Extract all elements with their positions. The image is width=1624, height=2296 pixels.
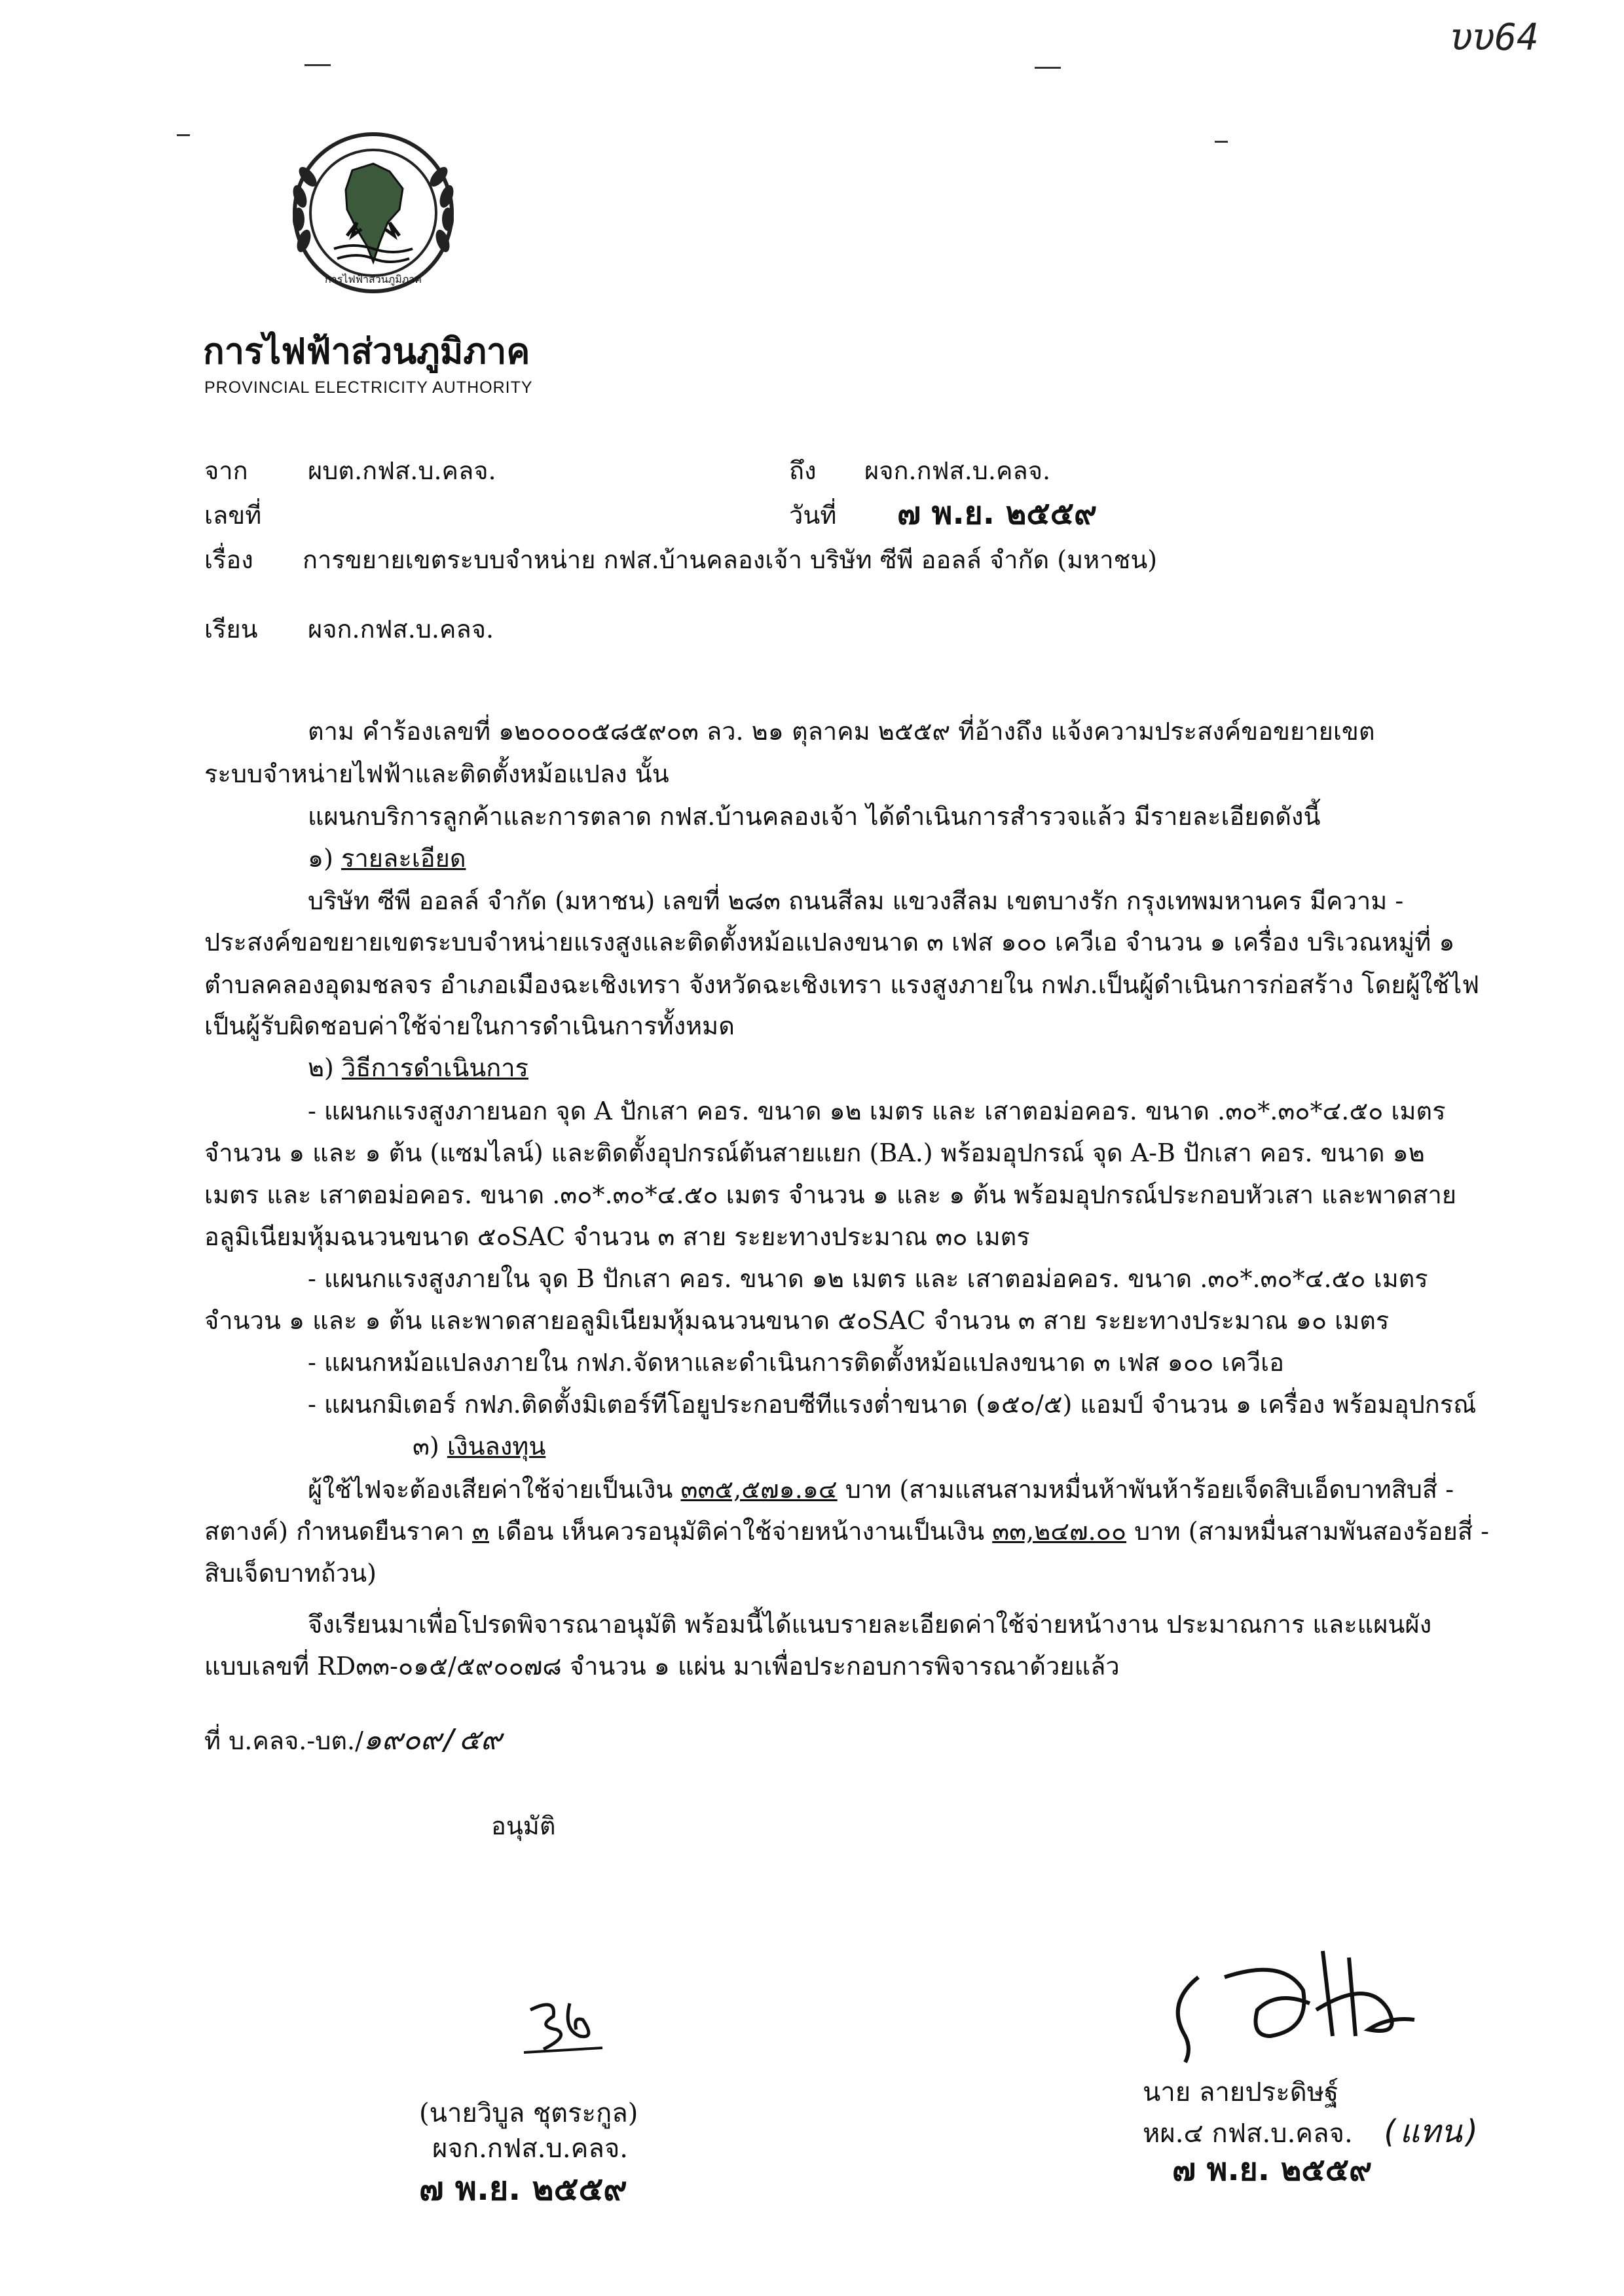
section-2-number: ๒) [308,1053,334,1082]
investment-text-2c: บาท (สามหมื่นสามพันสองร้อยสี่ - [1126,1517,1490,1546]
scan-mark [1215,141,1228,143]
right-signer-date: ๗ พ.ย. ๒๕๕๙ [1172,2151,1373,2188]
subject-value: การขยายเขตระบบจำหน่าย กฟส.บ้านคลองเจ้า บริษัท ซีพี ออลล์ จำกัด (มหาชน) [303,545,1158,574]
investment-amount-2: ๓๓,๒๔๗.๐๐ [992,1517,1127,1546]
investment-line-2 [204,1519,1489,1544]
intro-line-2: ระบบจำหน่ายไฟฟ้าและติดตั้งหม้อแปลง นั้น [204,759,669,788]
reference-prefix: ที่ บ.คลจ.-บต./ [204,1726,363,1755]
detail-line-4: เป็นผู้รับผิดชอบค่าใช้จ่ายในการดำเนินการทั้งหมด [204,1011,735,1040]
subject-label: เรื่อง [204,545,253,574]
section-2-title: วิธีการดำเนินการ [341,1053,528,1082]
method-bullet-1-line-2: จำนวน ๑ และ ๑ ต้น (แซมไลน์) และติดตั้งอุปกรณ์ต้นสายแยก (BA.) พร้อมอุปกรณ์ จุด A-B ปักเสา คอร. ขนาด ๑๒ [204,1139,1425,1167]
from-label: จาก [204,456,248,485]
signature-right [1153,1938,1441,2069]
scan-mark [1035,67,1061,69]
salutation-label: เรียน [204,615,258,644]
to-label: ถึง [789,456,817,485]
right-signer-position [1143,2113,1481,2150]
reference-number [204,1723,502,1757]
corner-note: υυ64 [1450,16,1539,59]
section-3-title: เงินลงทุน [447,1432,546,1461]
org-name-en: PROVINCIAL ELECTRICITY AUTHORITY [204,378,533,397]
salutation-value: ผจก.กฟส.บ.คลจ. [308,615,494,644]
scan-mark [304,64,331,66]
date-value: ๗ พ.ย. ๒๕๕๙ [897,495,1098,532]
intro-line-1: ตาม คำร้องเลขที่ ๑๒๐๐๐๐๕๘๕๙๐๓ ลว. ๒๑ ตุลาคม ๒๕๕๙ ที่อ้างถึง แจ้งความประสงค์ขอขยายเขต [308,717,1375,746]
investment-text-1a: ผู้ใช้ไฟจะต้องเสียค่าใช้จ่ายเป็นเงิน [308,1475,681,1504]
method-bullet-1-line-1: - แผนกแรงสูงภายนอก จุด A ปักเสา คอร. ขนาด ๑๒ เมตร และ เสาตอม่อคอร. ขนาด .๓๐*.๓๐*๔.๕๐ เมตร [308,1097,1446,1125]
method-bullet-3: - แผนกหม้อแปลงภายใน กฟภ.จัดหาและดำเนินการติดตั้งหม้อแปลงขนาด ๓ เฟส ๑๐๐ เควีเอ [308,1348,1284,1377]
pea-logo [275,131,485,301]
survey-line: แผนกบริการลูกค้าและการตลาด กฟส.บ้านคลองเจ้า ได้ดำเนินการสำรวจแล้ว มีรายละเอียดดังนี้ [308,802,1321,831]
method-bullet-1-line-4: อลูมิเนียมหุ้มฉนวนขนาด ๕๐SAC จำนวน ๓ สาย ระยะทางประมาณ ๓๐ เมตร [204,1222,1030,1251]
number-label: เลขที่ [204,501,262,530]
section-2-heading [308,1055,528,1080]
to-value: ผจก.กฟส.บ.คลจ. [864,456,1051,485]
method-bullet-2-line-2: จำนวน ๑ และ ๑ ต้น และพาดสายอลูมิเนียมหุ้มฉนวนขนาด ๕๐SAC จำนวน ๓ สาย ระยะทางประมาณ ๑๐ เมตร [204,1306,1390,1335]
right-signer-note: (แทน) [1380,2113,1481,2150]
section-1-number: ๑) [308,844,333,873]
method-bullet-2-line-1: - แผนกแรงสูงภายใน จุด B ปักเสา คอร. ขนาด ๑๒ เมตร และ เสาตอม่อคอร. ขนาด .๓๐*.๓๐*๔.๕๐ เมตร [308,1264,1428,1293]
logo-ring-text: การไฟฟ้าส่วนภูมิภาค [325,273,422,285]
method-bullet-4: - แผนกมิเตอร์ กฟภ.ติดตั้งมิเตอร์ทีโอยูประกอบซีทีแรงต่ำขนาด (๑๕๐/๕) แอมป์ จำนวน ๑ เครื่อง พร้อมอุปกรณ์ [308,1390,1477,1419]
method-bullet-1-line-3: เมตร และ เสาตอม่อคอร. ขนาด .๓๐*.๓๐*๔.๕๐ เมตร จำนวน ๑ และ ๑ ต้น พร้อมอุปกรณ์ประกอบหัวเสา และพาดสาย [204,1180,1457,1209]
right-signer-name: นาย ลายประดิษฐ์ [1143,2077,1339,2107]
reference-handwritten: ๑๙๐๙/๕๙ [363,1723,502,1757]
left-signer-date: ๗ พ.ย. ๒๕๕๙ [419,2170,627,2208]
investment-text-2b: เดือน เห็นควรอนุมัติค่าใช้จ่ายหน้างานเป็นเงิน [489,1517,993,1546]
left-signer-position: ผจก.กฟส.บ.คลจ. [432,2134,629,2164]
section-1-heading [308,846,466,871]
investment-amount-1: ๓๓๕,๕๗๑.๑๔ [680,1475,838,1504]
left-signer-name: (นายวิบูล ชุตระกูล) [419,2098,638,2128]
right-signer-position-text: หผ.๔ กฟส.บ.คลจ. [1143,2119,1353,2149]
approve-label: อนุมัติ [491,1812,556,1840]
date-label: วันที่ [789,501,837,530]
section-1-title: รายละเอียด [341,844,466,873]
investment-line-3: สิบเจ็ดบาทถ้วน) [204,1559,377,1588]
section-3-heading [413,1434,545,1459]
detail-line-2: ประสงค์ขอขยายเขตระบบจำหน่ายแรงสูงและติดตั้งหม้อแปลงขนาด ๓ เฟส ๑๐๐ เควีเอ จำนวน ๑ เครื่อง บริเวณหมู่ที่ ๑ [204,928,1455,957]
from-value: ผบต.กฟส.บ.คลจ. [308,456,496,485]
closing-line-1: จึงเรียนมาเพื่อโปรดพิจารณาอนุมัติ พร้อมนี้ได้แนบรายละเอียดค่าใช้จ่ายหน้างาน ประมาณการ และแผนผัง [308,1610,1432,1639]
investment-line-1 [308,1477,1454,1502]
detail-line-3: ตำบลคลองอุดมชลจร อำเภอเมืองฉะเชิงเทรา จังหวัดฉะเชิงเทรา แรงสูงภายใน กฟภ.เป็นผู้ดำเนินการก่อสร้าง โดยผู้ใช้ไฟ [204,970,1480,999]
investment-months: ๓ [471,1517,489,1546]
section-3-number: ๓) [413,1432,439,1461]
detail-line-1: บริษัท ซีพี ออลล์ จำกัด (มหาชน) เลขที่ ๒๘๓ ถนนสีลม แขวงสีลม เขตบางรัก กรุงเทพมหานคร มีความ - [308,886,1404,915]
org-name-th: การไฟฟ้าส่วนภูมิภาค [203,331,530,372]
signature-left [517,1990,609,2062]
scan-mark [177,134,190,136]
investment-text-2a: สตางค์) กำหนดยืนราคา [204,1517,472,1546]
closing-line-2: แบบเลขที่ RD๓๓-๐๑๕/๕๙๐๐๗๘ จำนวน ๑ แผ่น มาเพื่อประกอบการพิจารณาด้วยแล้ว [204,1652,1120,1681]
investment-text-1b: บาท (สามแสนสามหมื่นห้าพันห้าร้อยเจ็ดสิบเอ็ดบาทสิบสี่ - [837,1475,1454,1504]
